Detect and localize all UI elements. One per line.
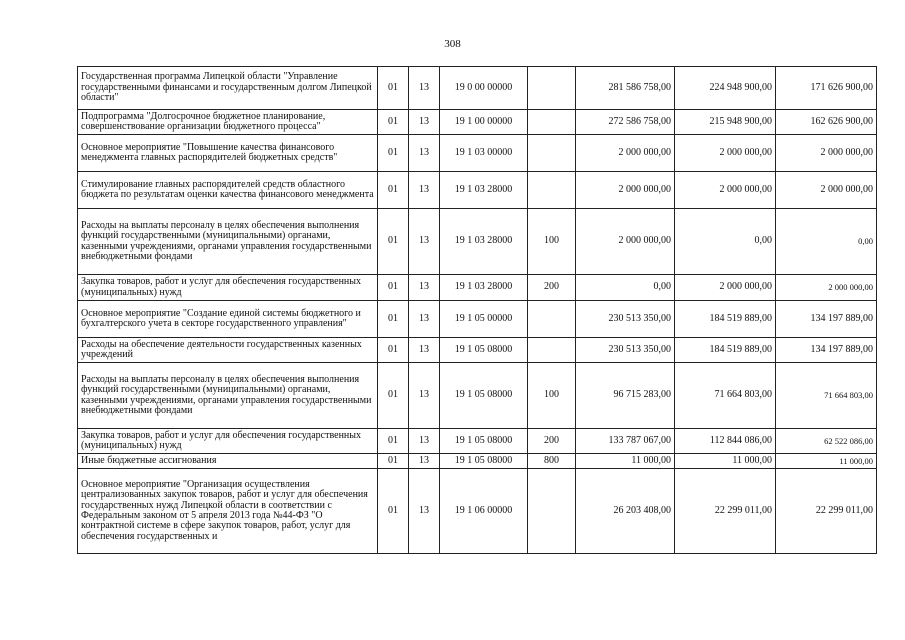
row-name-cell: Иные бюджетные ассигнования	[78, 454, 378, 469]
row-amount-3-cell: 2 000 000,00	[776, 172, 877, 209]
row-name-cell: Основное мероприятие "Организация осуществления централизованных закупок товаров, работ и услуг для обеспечения государственных нужд Липецкой области в соответствии с Федеральным законом от 5 апреля 2013 года №44-ФЗ "О контрактной системе в сфере закупок товаров, работ, услуг для обеспечения государственных и	[78, 469, 378, 554]
row-name-cell: Основное мероприятие "Создание единой системы бюджетного и бухгалтерского учета в секторе государственного управления"	[78, 301, 378, 338]
row-amount-2-cell: 184 519 889,00	[675, 338, 776, 363]
row-name-cell: Стимулирование главных распорядителей средств областного бюджета по результатам оценки качества финансового менеджмента	[78, 172, 378, 209]
row-section-cell: 01	[378, 429, 409, 454]
budget-table-body	[78, 67, 877, 554]
row-section-cell: 01	[378, 110, 409, 135]
row-amount-3-cell: 162 626 900,00	[776, 110, 877, 135]
row-expense-type-cell	[528, 110, 576, 135]
row-section-cell: 01	[378, 454, 409, 469]
row-section-cell: 01	[378, 469, 409, 554]
row-name-cell: Подпрограмма "Долгосрочное бюджетное планирование, совершенствование организации бюджетного процесса"	[78, 110, 378, 135]
row-amount-2-cell: 2 000 000,00	[675, 135, 776, 172]
row-amount-3-cell: 134 197 889,00	[776, 301, 877, 338]
row-amount-1-cell: 26 203 408,00	[576, 469, 675, 554]
row-amount-2-cell: 11 000,00	[675, 454, 776, 469]
row-subsection-cell: 13	[409, 135, 440, 172]
row-target-article-cell: 19 1 05 08000	[440, 429, 528, 454]
row-amount-1-cell: 230 513 350,00	[576, 301, 675, 338]
row-name-cell: Расходы на выплаты персоналу в целях обеспечения выполнения функций государственными (муниципальными) органами, казенными учреждениями, органами управления государственными внебюджетными фондами	[78, 209, 378, 275]
budget-table	[77, 66, 877, 554]
row-target-article-cell: 19 1 05 08000	[440, 363, 528, 429]
table-row	[78, 110, 877, 135]
row-target-article-cell: 19 1 03 28000	[440, 209, 528, 275]
row-section-cell: 01	[378, 209, 409, 275]
row-name-cell: Расходы на выплаты персоналу в целях обеспечения выполнения функций государственными (муниципальными) органами, казенными учреждениями, органами управления государственными внебюджетными фондами	[78, 363, 378, 429]
row-amount-1-cell: 96 715 283,00	[576, 363, 675, 429]
row-name-cell: Закупка товаров, работ и услуг для обеспечения государственных (муниципальных) нужд	[78, 275, 378, 301]
row-amount-2-cell: 215 948 900,00	[675, 110, 776, 135]
row-expense-type-cell: 100	[528, 209, 576, 275]
row-section-cell: 01	[378, 301, 409, 338]
row-subsection-cell: 13	[409, 275, 440, 301]
row-amount-3-cell: 171 626 900,00	[776, 67, 877, 110]
row-subsection-cell: 13	[409, 110, 440, 135]
row-section-cell: 01	[378, 172, 409, 209]
row-expense-type-cell: 100	[528, 363, 576, 429]
row-expense-type-cell	[528, 172, 576, 209]
row-subsection-cell: 13	[409, 363, 440, 429]
row-subsection-cell: 13	[409, 172, 440, 209]
row-amount-1-cell: 272 586 758,00	[576, 110, 675, 135]
row-amount-1-cell: 11 000,00	[576, 454, 675, 469]
row-amount-3-cell: 2 000 000,00	[776, 135, 877, 172]
row-name-cell: Основное мероприятие "Повышение качества финансового менеджмента главных распорядителей бюджетных средств"	[78, 135, 378, 172]
row-subsection-cell: 13	[409, 67, 440, 110]
row-amount-3-cell: 0,00	[776, 209, 877, 275]
row-amount-2-cell: 71 664 803,00	[675, 363, 776, 429]
row-target-article-cell: 19 1 06 00000	[440, 469, 528, 554]
row-subsection-cell: 13	[409, 301, 440, 338]
table-row	[78, 135, 877, 172]
table-row	[78, 338, 877, 363]
row-amount-3-cell: 71 664 803,00	[776, 363, 877, 429]
row-amount-2-cell: 2 000 000,00	[675, 275, 776, 301]
table-row	[78, 209, 877, 275]
table-row	[78, 301, 877, 338]
row-expense-type-cell: 800	[528, 454, 576, 469]
row-expense-type-cell	[528, 67, 576, 110]
row-subsection-cell: 13	[409, 429, 440, 454]
row-subsection-cell: 13	[409, 469, 440, 554]
row-target-article-cell: 19 1 03 00000	[440, 135, 528, 172]
row-section-cell: 01	[378, 363, 409, 429]
row-expense-type-cell	[528, 301, 576, 338]
row-amount-1-cell: 281 586 758,00	[576, 67, 675, 110]
row-target-article-cell: 19 0 00 00000	[440, 67, 528, 110]
row-target-article-cell: 19 1 05 00000	[440, 301, 528, 338]
row-amount-3-cell: 11 000,00	[776, 454, 877, 469]
row-amount-1-cell: 2 000 000,00	[576, 135, 675, 172]
table-row	[78, 67, 877, 110]
row-amount-1-cell: 230 513 350,00	[576, 338, 675, 363]
row-expense-type-cell	[528, 469, 576, 554]
row-subsection-cell: 13	[409, 209, 440, 275]
row-amount-1-cell: 133 787 067,00	[576, 429, 675, 454]
row-amount-2-cell: 224 948 900,00	[675, 67, 776, 110]
table-row	[78, 172, 877, 209]
row-amount-3-cell: 134 197 889,00	[776, 338, 877, 363]
row-name-cell: Государственная программа Липецкой области "Управление государственными финансами и государственным долгом Липецкой области"	[78, 67, 378, 110]
row-subsection-cell: 13	[409, 454, 440, 469]
row-section-cell: 01	[378, 275, 409, 301]
row-amount-2-cell: 0,00	[675, 209, 776, 275]
row-amount-3-cell: 62 522 086,00	[776, 429, 877, 454]
row-amount-2-cell: 2 000 000,00	[675, 172, 776, 209]
row-amount-1-cell: 2 000 000,00	[576, 172, 675, 209]
row-amount-3-cell: 22 299 011,00	[776, 469, 877, 554]
row-amount-1-cell: 2 000 000,00	[576, 209, 675, 275]
row-target-article-cell: 19 1 03 28000	[440, 275, 528, 301]
row-amount-1-cell: 0,00	[576, 275, 675, 301]
row-expense-type-cell	[528, 135, 576, 172]
row-target-article-cell: 19 1 05 08000	[440, 338, 528, 363]
row-section-cell: 01	[378, 338, 409, 363]
row-expense-type-cell: 200	[528, 275, 576, 301]
row-section-cell: 01	[378, 67, 409, 110]
table-row	[78, 275, 877, 301]
table-row	[78, 469, 877, 554]
table-row	[78, 429, 877, 454]
row-name-cell: Закупка товаров, работ и услуг для обеспечения государственных (муниципальных) нужд	[78, 429, 378, 454]
table-row	[78, 454, 877, 469]
row-amount-2-cell: 22 299 011,00	[675, 469, 776, 554]
row-expense-type-cell	[528, 338, 576, 363]
row-name-cell: Расходы на обеспечение деятельности государственных казенных учреждений	[78, 338, 378, 363]
row-subsection-cell: 13	[409, 338, 440, 363]
row-target-article-cell: 19 1 00 00000	[440, 110, 528, 135]
table-row	[78, 363, 877, 429]
row-amount-3-cell: 2 000 000,00	[776, 275, 877, 301]
row-target-article-cell: 19 1 05 08000	[440, 454, 528, 469]
row-amount-2-cell: 184 519 889,00	[675, 301, 776, 338]
page-number: 308	[444, 38, 461, 50]
row-target-article-cell: 19 1 03 28000	[440, 172, 528, 209]
row-amount-2-cell: 112 844 086,00	[675, 429, 776, 454]
row-expense-type-cell: 200	[528, 429, 576, 454]
row-section-cell: 01	[378, 135, 409, 172]
